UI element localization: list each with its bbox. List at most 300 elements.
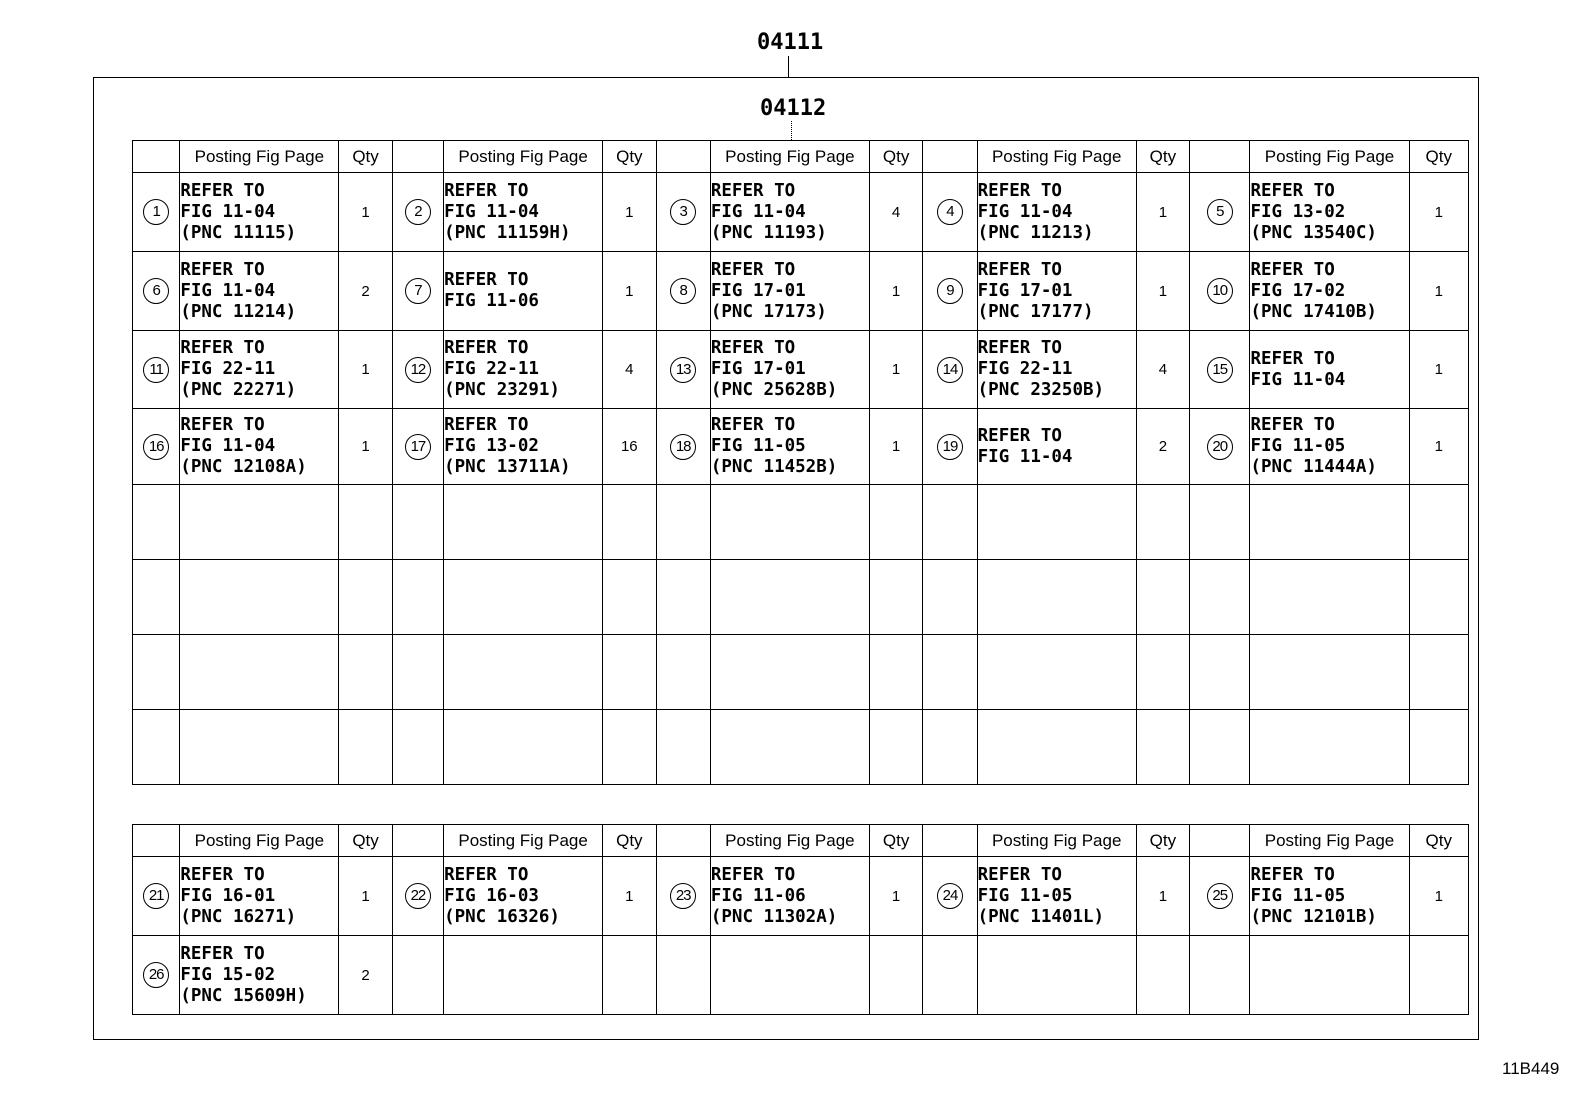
qty-cell: 4 — [1136, 331, 1189, 409]
item-number-cell — [1190, 857, 1250, 936]
item-number-cell — [392, 409, 443, 485]
reference-line: (PNC 17177) — [977, 301, 1094, 322]
circled-item-number: 8 — [670, 278, 696, 304]
item-number-cell — [923, 331, 977, 409]
qty-header: Qty — [1409, 141, 1468, 173]
table-row — [133, 331, 1469, 409]
circled-item-number: 13 — [670, 357, 696, 383]
reference-cell — [1250, 936, 1409, 1015]
item-number-cell — [392, 936, 443, 1015]
reference-line: REFER TO — [180, 259, 265, 280]
reference-line: (PNC 16271) — [180, 906, 297, 927]
reference-line: REFER TO — [1250, 348, 1335, 369]
reference-line: FIG 11-06 — [710, 885, 806, 906]
circled-item-number: 20 — [1207, 434, 1233, 460]
table-row — [133, 409, 1469, 485]
circled-item-number: 24 — [937, 883, 963, 909]
qty-cell: 1 — [1136, 857, 1189, 936]
posting-fig-page-header: Posting Fig Page — [1250, 141, 1409, 173]
reference-line: (PNC 11193) — [710, 222, 827, 243]
table-row — [133, 936, 1469, 1015]
reference-line: FIG 16-01 — [180, 885, 276, 906]
item-number-cell — [133, 857, 180, 936]
reference-line: (PNC 12108A) — [180, 457, 307, 477]
reference-cell — [180, 857, 339, 936]
reference-cell — [710, 635, 869, 710]
reference-line: REFER TO — [1250, 180, 1335, 201]
reference-line: FIG 11-04 — [977, 201, 1073, 222]
reference-cell — [180, 252, 339, 331]
qty-cell: 16 — [603, 409, 656, 485]
reference-cell — [977, 173, 1136, 252]
item-number-cell — [923, 485, 977, 560]
item-number-cell — [1190, 331, 1250, 409]
table-row — [133, 635, 1469, 710]
reference-line: REFER TO — [180, 943, 265, 964]
item-number-cell — [392, 710, 443, 785]
qty-cell: 4 — [603, 331, 656, 409]
reference-line: (PNC 11213) — [977, 222, 1094, 243]
reference-line: FIG 17-01 — [710, 359, 806, 379]
reference-line: FIG 15-02 — [180, 964, 276, 985]
posting-fig-page-header: Posting Fig Page — [1250, 825, 1409, 857]
posting-fig-page-header: Posting Fig Page — [444, 141, 603, 173]
reference-line: FIG 17-01 — [977, 280, 1073, 301]
item-number-cell — [923, 936, 977, 1015]
item-number-cell — [923, 710, 977, 785]
reference-cell — [1250, 331, 1409, 409]
reference-cell — [180, 936, 339, 1015]
reference-line: REFER TO — [180, 864, 265, 885]
qty-cell — [339, 485, 392, 560]
item-number-cell — [133, 173, 180, 252]
qty-cell: 2 — [1136, 409, 1189, 485]
item-number-header — [1190, 825, 1250, 857]
reference-cell — [1250, 560, 1409, 635]
item-number-cell — [392, 857, 443, 936]
header-row — [133, 825, 1469, 857]
circled-item-number: 1 — [143, 199, 169, 225]
item-number-cell — [1190, 252, 1250, 331]
reference-cell — [977, 252, 1136, 331]
qty-cell: 1 — [869, 252, 922, 331]
reference-cell — [710, 560, 869, 635]
qty-cell — [869, 710, 922, 785]
item-number-cell — [656, 252, 710, 331]
header-row — [133, 141, 1469, 173]
item-number-cell — [1190, 485, 1250, 560]
reference-cell — [1250, 857, 1409, 936]
reference-line: FIG 11-04 — [180, 280, 276, 301]
circled-item-number: 10 — [1207, 278, 1233, 304]
item-number-cell — [133, 252, 180, 331]
item-number-header — [133, 825, 180, 857]
item-number-cell — [1190, 710, 1250, 785]
item-number-cell — [1190, 635, 1250, 710]
reference-cell — [977, 560, 1136, 635]
reference-line: (PNC 23250B) — [977, 380, 1105, 400]
item-number-cell — [923, 560, 977, 635]
reference-line: REFER TO — [444, 270, 529, 290]
item-number-header — [392, 825, 443, 857]
qty-cell — [1136, 710, 1189, 785]
reference-line: FIG 22-11 — [444, 359, 539, 379]
reference-line: (PNC 16326) — [444, 906, 560, 927]
qty-cell: 1 — [603, 173, 656, 252]
reference-line: FIG 11-04 — [710, 201, 806, 222]
posting-fig-page-header: Posting Fig Page — [180, 825, 339, 857]
qty-cell: 2 — [339, 936, 392, 1015]
item-number-cell — [1190, 173, 1250, 252]
item-number-cell — [656, 710, 710, 785]
reference-line: FIG 11-04 — [444, 201, 539, 222]
circled-item-number: 6 — [143, 278, 169, 304]
reference-line: (PNC 11302A) — [710, 906, 838, 927]
item-number-cell — [1190, 560, 1250, 635]
circled-item-number: 11 — [143, 357, 169, 383]
qty-cell — [603, 936, 656, 1015]
reference-cell — [180, 710, 339, 785]
reference-cell — [444, 560, 603, 635]
circled-item-number: 14 — [937, 357, 963, 383]
table-row — [133, 560, 1469, 635]
item-number-cell — [923, 635, 977, 710]
qty-cell: 1 — [1409, 857, 1468, 936]
posting-fig-page-header: Posting Fig Page — [180, 141, 339, 173]
circled-item-number: 5 — [1207, 199, 1233, 225]
qty-cell — [339, 635, 392, 710]
reference-line: REFER TO — [180, 415, 265, 435]
reference-cell — [444, 173, 603, 252]
table-row — [133, 857, 1469, 936]
reference-line: REFER TO — [977, 180, 1062, 201]
reference-line: REFER TO — [1250, 864, 1335, 885]
qty-cell: 1 — [339, 409, 392, 485]
qty-cell: 1 — [1136, 252, 1189, 331]
reference-cell — [710, 710, 869, 785]
item-number-cell — [392, 560, 443, 635]
qty-cell: 1 — [1409, 409, 1468, 485]
reference-cell — [444, 936, 603, 1015]
assembly-label-04112: 04112 — [760, 96, 827, 121]
reference-cell — [710, 936, 869, 1015]
reference-line: FIG 13-02 — [1250, 201, 1346, 222]
item-number-cell — [656, 857, 710, 936]
reference-line: (PNC 15609H) — [180, 985, 307, 1006]
parts-reference-table-2 — [132, 824, 1469, 1015]
reference-cell — [977, 936, 1136, 1015]
reference-cell — [710, 409, 869, 485]
item-number-cell — [923, 857, 977, 936]
item-number-header — [923, 825, 977, 857]
reference-line: REFER TO — [1250, 259, 1335, 280]
item-number-cell — [133, 331, 180, 409]
item-number-cell — [133, 936, 180, 1015]
reference-cell — [444, 252, 603, 331]
item-number-cell — [133, 485, 180, 560]
item-number-cell — [133, 560, 180, 635]
item-number-cell — [392, 252, 443, 331]
item-number-header — [133, 141, 180, 173]
qty-cell — [1409, 560, 1468, 635]
posting-fig-page-header: Posting Fig Page — [444, 825, 603, 857]
qty-header: Qty — [869, 825, 922, 857]
reference-line: REFER TO — [180, 180, 265, 201]
qty-cell — [1136, 485, 1189, 560]
reference-line: FIG 11-05 — [977, 885, 1073, 906]
assembly-label-04111: 04111 — [757, 30, 824, 55]
reference-cell — [1250, 635, 1409, 710]
reference-line: FIG 11-04 — [977, 446, 1073, 467]
qty-cell — [869, 635, 922, 710]
reference-cell — [180, 560, 339, 635]
qty-cell: 2 — [339, 252, 392, 331]
qty-cell — [339, 560, 392, 635]
qty-cell — [603, 635, 656, 710]
item-number-cell — [392, 635, 443, 710]
qty-header: Qty — [603, 825, 656, 857]
qty-cell: 1 — [869, 331, 922, 409]
circled-item-number: 12 — [405, 357, 431, 383]
qty-cell: 1 — [1409, 331, 1468, 409]
reference-cell — [977, 331, 1136, 409]
reference-cell — [180, 409, 339, 485]
qty-header: Qty — [1136, 825, 1189, 857]
reference-cell — [1250, 252, 1409, 331]
item-number-cell — [656, 485, 710, 560]
qty-header: Qty — [869, 141, 922, 173]
circled-item-number: 19 — [937, 434, 963, 460]
reference-line: (PNC 11214) — [180, 301, 297, 322]
reference-line: FIG 17-01 — [710, 280, 806, 301]
qty-cell: 1 — [603, 252, 656, 331]
qty-cell — [603, 560, 656, 635]
reference-line: REFER TO — [977, 338, 1062, 358]
reference-line: (PNC 13711A) — [444, 457, 571, 477]
reference-line: FIG 22-11 — [977, 359, 1073, 379]
table-row — [133, 710, 1469, 785]
reference-line: (PNC 11452B) — [710, 457, 838, 477]
item-number-cell — [656, 331, 710, 409]
circled-item-number: 9 — [937, 278, 963, 304]
item-number-cell — [656, 173, 710, 252]
qty-cell — [1136, 936, 1189, 1015]
reference-cell — [977, 485, 1136, 560]
reference-cell — [977, 635, 1136, 710]
reference-cell — [444, 710, 603, 785]
leader-line-04111 — [788, 56, 789, 77]
reference-cell — [710, 331, 869, 409]
qty-header: Qty — [1409, 825, 1468, 857]
qty-header: Qty — [603, 141, 656, 173]
reference-cell — [444, 409, 603, 485]
item-number-cell — [656, 635, 710, 710]
item-number-cell — [392, 331, 443, 409]
reference-line: FIG 11-05 — [710, 436, 806, 456]
qty-cell: 1 — [339, 173, 392, 252]
item-number-header — [1190, 141, 1250, 173]
item-number-cell — [1190, 936, 1250, 1015]
reference-line: FIG 11-04 — [180, 201, 276, 222]
circled-item-number: 26 — [143, 962, 169, 988]
qty-cell: 1 — [603, 857, 656, 936]
reference-cell — [710, 485, 869, 560]
reference-cell — [444, 857, 603, 936]
reference-line: FIG 11-04 — [180, 436, 276, 456]
circled-item-number: 16 — [143, 434, 169, 460]
circled-item-number: 25 — [1207, 883, 1233, 909]
reference-line: (PNC 13540C) — [1250, 222, 1377, 243]
qty-cell: 1 — [1409, 252, 1468, 331]
reference-cell — [1250, 710, 1409, 785]
reference-cell — [1250, 409, 1409, 485]
reference-line: REFER TO — [444, 338, 529, 358]
reference-line: REFER TO — [710, 338, 796, 358]
item-number-cell — [133, 409, 180, 485]
reference-line: REFER TO — [444, 415, 529, 435]
reference-cell — [180, 173, 339, 252]
item-number-cell — [133, 635, 180, 710]
item-number-cell — [656, 560, 710, 635]
reference-line: REFER TO — [444, 864, 529, 885]
reference-cell — [710, 857, 869, 936]
circled-item-number: 3 — [670, 199, 696, 225]
item-number-header — [392, 141, 443, 173]
reference-line: (PNC 11115) — [180, 222, 297, 243]
reference-line: REFER TO — [180, 338, 265, 358]
reference-line: (PNC 11444A) — [1250, 457, 1377, 477]
qty-cell — [1136, 635, 1189, 710]
reference-line: FIG 16-03 — [444, 885, 539, 906]
item-number-cell — [1190, 409, 1250, 485]
qty-cell — [869, 936, 922, 1015]
leader-line-04112 — [791, 121, 792, 140]
reference-cell — [180, 331, 339, 409]
circled-item-number: 7 — [405, 278, 431, 304]
posting-fig-page-header: Posting Fig Page — [710, 825, 869, 857]
reference-cell — [444, 331, 603, 409]
qty-cell — [1409, 936, 1468, 1015]
reference-line: FIG 11-05 — [1250, 436, 1346, 456]
reference-line: (PNC 12101B) — [1250, 906, 1377, 927]
qty-cell — [1409, 710, 1468, 785]
reference-line: REFER TO — [444, 180, 529, 201]
qty-cell — [603, 485, 656, 560]
qty-cell: 4 — [869, 173, 922, 252]
reference-line: (PNC 17410B) — [1250, 301, 1377, 322]
reference-line: (PNC 25628B) — [710, 380, 838, 400]
reference-line: (PNC 23291) — [444, 380, 560, 400]
reference-cell — [180, 485, 339, 560]
item-number-cell — [923, 409, 977, 485]
reference-line: REFER TO — [977, 864, 1062, 885]
reference-line: (PNC 11159H) — [444, 222, 571, 243]
reference-cell — [977, 710, 1136, 785]
reference-line: (PNC 11401L) — [977, 906, 1105, 927]
reference-line: REFER TO — [1250, 415, 1335, 435]
reference-line: REFER TO — [710, 864, 796, 885]
circled-item-number: 2 — [405, 199, 431, 225]
reference-cell — [710, 252, 869, 331]
circled-item-number: 18 — [670, 434, 696, 460]
parts-reference-table-1 — [132, 140, 1469, 785]
circled-item-number: 4 — [937, 199, 963, 225]
reference-line: FIG 17-02 — [1250, 280, 1346, 301]
qty-cell: 1 — [339, 331, 392, 409]
reference-line: REFER TO — [710, 415, 796, 435]
qty-cell — [1409, 635, 1468, 710]
posting-fig-page-header: Posting Fig Page — [977, 825, 1136, 857]
table-row — [133, 252, 1469, 331]
qty-header: Qty — [339, 141, 392, 173]
qty-cell — [869, 560, 922, 635]
reference-line: REFER TO — [977, 259, 1062, 280]
qty-cell: 1 — [339, 857, 392, 936]
item-number-cell — [392, 173, 443, 252]
circled-item-number: 23 — [670, 883, 696, 909]
item-number-cell — [656, 409, 710, 485]
reference-line: FIG 11-05 — [1250, 885, 1346, 906]
item-number-header — [923, 141, 977, 173]
reference-cell — [977, 857, 1136, 936]
item-number-header — [656, 825, 710, 857]
circled-item-number: 15 — [1207, 357, 1233, 383]
reference-cell — [1250, 173, 1409, 252]
qty-cell — [339, 710, 392, 785]
qty-cell — [603, 710, 656, 785]
item-number-cell — [923, 173, 977, 252]
reference-cell — [710, 173, 869, 252]
item-number-header — [656, 141, 710, 173]
reference-line: (PNC 17173) — [710, 301, 827, 322]
qty-cell: 1 — [1136, 173, 1189, 252]
figure-id: 11B449 — [1502, 1059, 1560, 1078]
qty-cell — [1136, 560, 1189, 635]
reference-cell — [977, 409, 1136, 485]
item-number-cell — [392, 485, 443, 560]
qty-cell: 1 — [869, 409, 922, 485]
reference-cell — [1250, 485, 1409, 560]
circled-item-number: 22 — [405, 883, 431, 909]
item-number-cell — [656, 936, 710, 1015]
reference-line: REFER TO — [710, 180, 796, 201]
reference-line: REFER TO — [977, 425, 1062, 446]
circled-item-number: 21 — [143, 883, 169, 909]
qty-cell — [1409, 485, 1468, 560]
reference-line: FIG 11-06 — [444, 291, 539, 311]
qty-cell: 1 — [869, 857, 922, 936]
reference-line: REFER TO — [710, 259, 796, 280]
qty-header: Qty — [339, 825, 392, 857]
item-number-cell — [923, 252, 977, 331]
reference-cell — [180, 635, 339, 710]
posting-fig-page-header: Posting Fig Page — [977, 141, 1136, 173]
reference-line: (PNC 22271) — [180, 380, 297, 400]
circled-item-number: 17 — [405, 434, 431, 460]
reference-line: FIG 22-11 — [180, 359, 276, 379]
reference-line: FIG 13-02 — [444, 436, 539, 456]
qty-header: Qty — [1136, 141, 1189, 173]
qty-cell: 1 — [1409, 173, 1468, 252]
table-row — [133, 485, 1469, 560]
reference-line: FIG 11-04 — [1250, 369, 1346, 390]
table-row — [133, 173, 1469, 252]
posting-fig-page-header: Posting Fig Page — [710, 141, 869, 173]
reference-cell — [444, 635, 603, 710]
item-number-cell — [133, 710, 180, 785]
reference-cell — [444, 485, 603, 560]
qty-cell — [869, 485, 922, 560]
